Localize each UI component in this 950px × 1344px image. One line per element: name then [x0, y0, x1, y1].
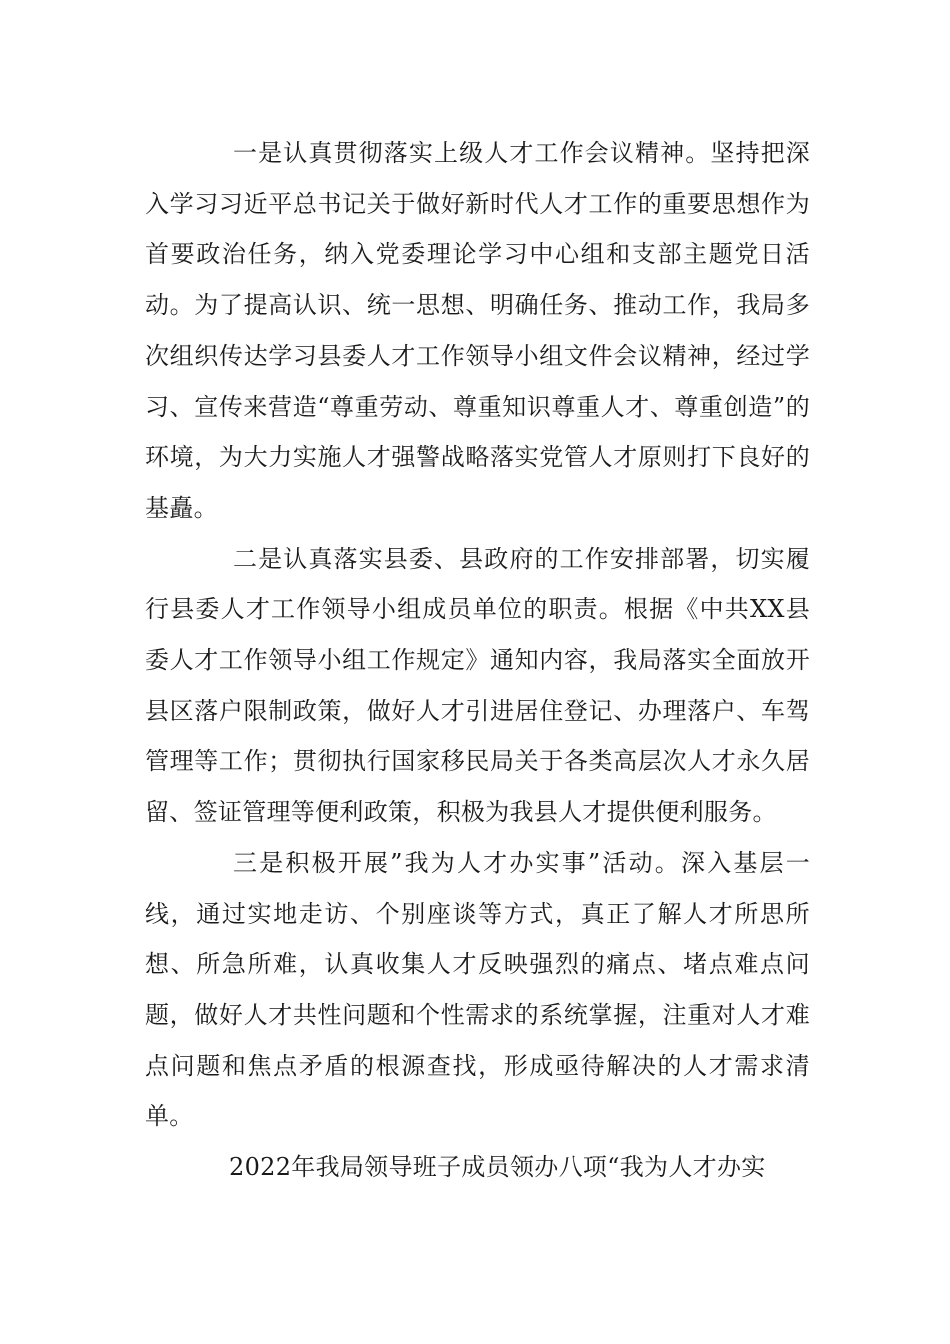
- document-body: [145, 128, 810, 1193]
- paragraph-practical-activities: 三是积极开展”我为人才办实事”活动。深入基层一线，通过实地走访、个别座谈等方式，真正了解人才所思所想、所急所难，认真收集人才反映强烈的痛点、堵点难点问题，做好人才共性问题和个性需求的系统掌握，注重对人才难点问题和焦点矛盾的根源查找，形成亟待解决的人才需求清单。: [145, 848, 810, 1131]
- paragraph-2022-leadership-items: 2022年我局领导班子成员领办八项“我为人才办实: [229, 1153, 766, 1182]
- paragraph-county-work-deployment: 二是认真落实县委、县政府的工作安排部署，切实履行县委人才工作领导小组成员单位的职责。根据《中共XX县委人才工作领导小组工作规定》通知内容，我局落实全面放开县区落户限制政策，做好人才引进居住登记、办理落户、车驾管理等工作；贯彻执行国家移民局关于各类高层次人才永久居留、签证管理等便利政策，积极为我县人才提供便利服务。: [145, 544, 810, 827]
- paragraph-talent-meeting-spirit: 一是认真贯彻落实上级人才工作会议精神。坚持把深入学习习近平总书记关于做好新时代人才工作的重要思想作为首要政治任务，纳入党委理论学习中心组和支部主题党日活动。为了提高认识、统一思想、明确任务、推动工作，我局多次组织传达学习县委人才工作领导小组文件会议精神，经过学习、宣传来营造“尊重劳动、尊重知识尊重人才、尊重创造”的环境，为大力实施人才强警战略落实党管人才原则打下良好的基矗。: [145, 139, 810, 522]
